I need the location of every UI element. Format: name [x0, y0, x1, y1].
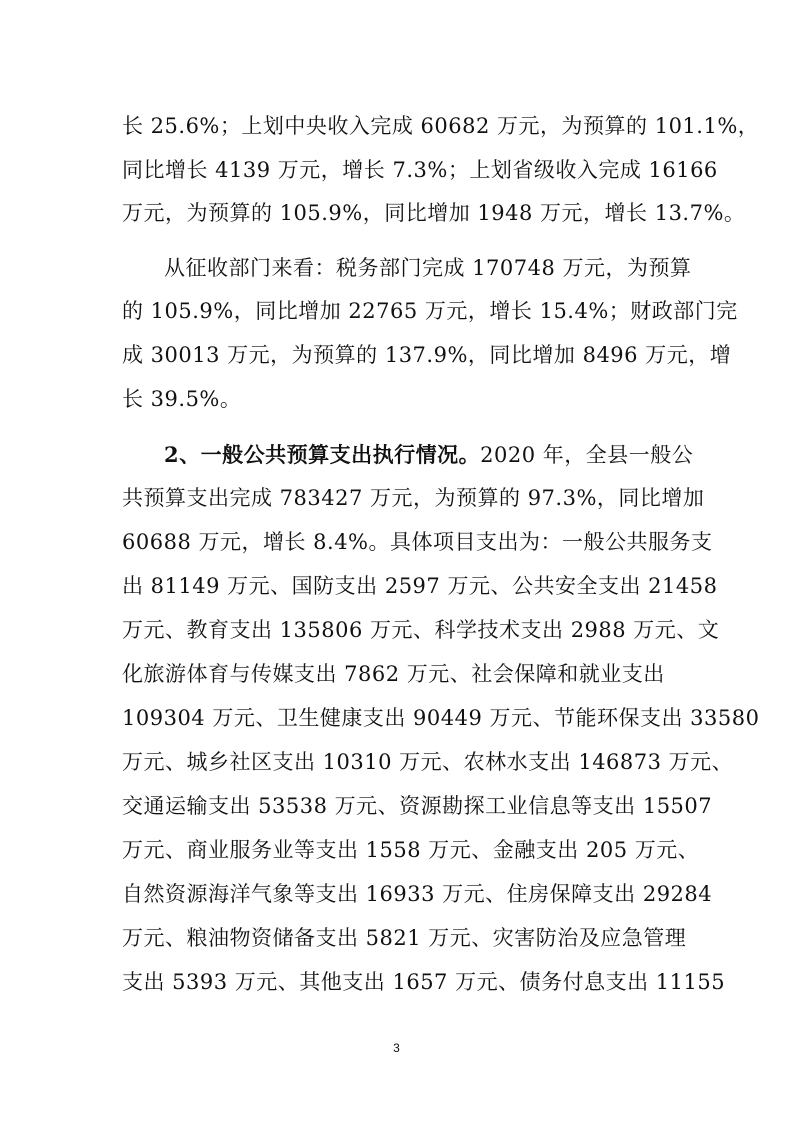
page-number: 3: [393, 1041, 400, 1055]
paragraph-line: 万元、商业服务业等支出 1558 万元、金融支出 205 万元、: [122, 838, 700, 862]
section-heading: 2、一般公共预算支出执行情况。: [164, 442, 481, 467]
paragraph-line: 支出 5393 万元、其他支出 1657 万元、债务付息支出 11155: [122, 970, 726, 994]
paragraph-line: 长 25.6%；上划中央收入完成 60682 万元，为预算的 101.1%，: [122, 114, 760, 138]
paragraph-line: 长 39.5%。: [122, 387, 242, 411]
paragraph-line: 成 30013 万元，为预算的 137.9%，同比增加 8496 万元，增: [122, 343, 732, 367]
paragraph-line: 万元、粮油物资储备支出 5821 万元、灾害防治及应急管理: [122, 926, 687, 950]
paragraph-line: 自然资源海洋气象等支出 16933 万元、住房保障支出 29284: [122, 882, 713, 906]
paragraph-line: 共预算支出完成 783427 万元，为预算的 97.3%，同比增加: [122, 486, 705, 510]
paragraph-line: 化旅游体育与传媒支出 7862 万元、社会保障和就业支出: [122, 662, 665, 686]
paragraph-line: 60688 万元，增长 8.4%。具体项目支出为：一般公共服务支: [122, 530, 713, 554]
paragraph-line: 同比增长 4139 万元，增长 7.3%；上划省级收入完成 16166: [122, 158, 718, 182]
paragraph-line: 交通运输支出 53538 万元、资源勘探工业信息等支出 15507: [122, 794, 713, 818]
paragraph-line: 出 81149 万元、国防支出 2597 万元、公共安全支出 21458: [122, 574, 718, 598]
paragraph-text: 2020 年，全县一般公: [480, 443, 694, 467]
paragraph-line: 万元、城乡社区支出 10310 万元、农林水支出 146873 万元、: [122, 750, 734, 774]
paragraph-line: 万元，为预算的 105.9%，同比增加 1948 万元，增长 13.7%。: [122, 201, 746, 225]
paragraph-line: 的 105.9%，同比增加 22765 万元，增长 15.4%；财政部门完: [122, 299, 738, 323]
paragraph-line: 万元、教育支出 135806 万元、科学技术支出 2988 万元、文: [122, 618, 720, 642]
paragraph-lead: 从征收部门来看：: [164, 256, 336, 280]
paragraph-line: [164, 250, 692, 286]
paragraph-line: [164, 437, 694, 473]
paragraph-text: 税务部门完成 170748 万元，为预算: [336, 256, 692, 280]
paragraph-line: 109304 万元、卫生健康支出 90449 万元、节能环保支出 33580: [122, 706, 760, 730]
